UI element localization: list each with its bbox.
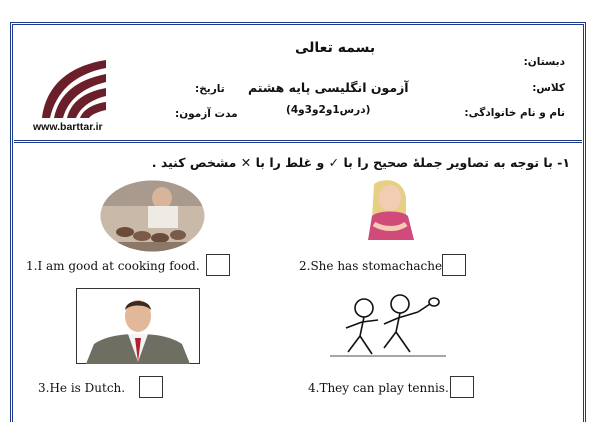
duration-label: مدت آزمون: [175,108,238,120]
item-3-text: 3.He is Dutch. [38,381,126,395]
name-label: نام و نام خانوادگی: [464,107,565,119]
answer-box-1[interactable] [206,254,230,276]
barttar-logo-icon [34,52,110,120]
date-label: تاریخ: [195,83,225,95]
man-suit-picture [76,288,200,364]
cooking-picture [100,180,205,252]
answer-box-3[interactable] [139,376,163,398]
answer-box-4[interactable] [450,376,474,398]
basmala: بسمه تعالی [295,40,376,56]
item-2-text: 2.She has stomachache [299,259,443,273]
class-label: کلاس: [532,82,565,94]
item-1-text: 1.I am good at cooking food. [26,259,200,273]
lessons: (درس1و2و3و4) [286,104,371,116]
site-url: www.barttar.ir [33,121,103,133]
question-instruction: ۱- با توجه به تصاویر جملهٔ صحیح را با ✓ و غلط را با ✕ مشخص کنید . [151,155,570,170]
school-label: دبستان: [523,56,565,68]
header-divider [14,140,582,143]
answer-box-2[interactable] [442,254,466,276]
girl-stomachache-picture [360,178,420,240]
exam-title: آزمون انگلیسی پایه هشتم [248,80,409,95]
running-people-picture [330,292,446,360]
item-4-text: 4.They can play tennis. [308,381,449,395]
